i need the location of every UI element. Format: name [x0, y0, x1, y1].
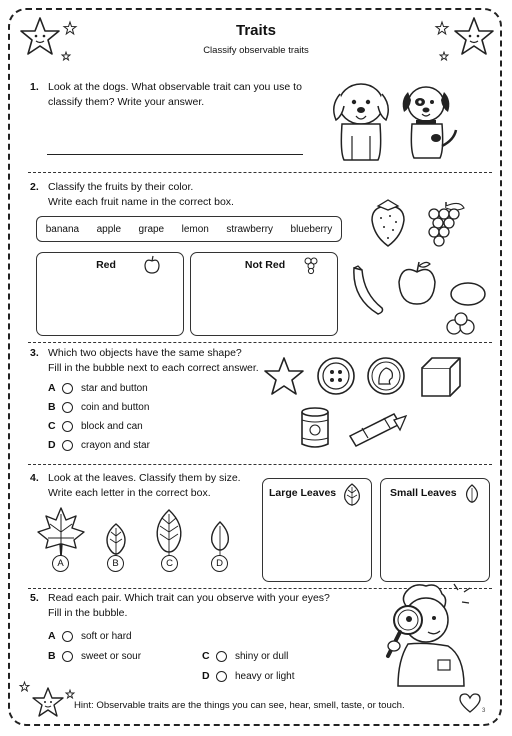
answer-bubble[interactable]	[62, 383, 73, 394]
question-text: Fill in the bubble.	[48, 607, 128, 619]
answer-line[interactable]	[47, 154, 303, 155]
answer-bubble[interactable]	[62, 631, 73, 642]
question-5	[30, 591, 350, 619]
word-bank-item: banana	[45, 223, 80, 235]
option-text: coin and button	[81, 401, 150, 413]
word-bank-item: apple	[96, 223, 122, 235]
option-text: heavy or light	[235, 670, 295, 682]
option-letter: D	[48, 439, 56, 451]
can-icon	[298, 404, 332, 452]
boy-with-magnifying-glass-icon	[368, 580, 478, 688]
section-divider	[28, 464, 492, 465]
box-label: Red	[96, 259, 116, 271]
tiny-star-icon	[66, 690, 74, 698]
question-number: 2.	[30, 181, 39, 193]
option-letter: D	[202, 670, 210, 682]
question-text: Write each letter in the correct box.	[48, 487, 211, 499]
grapes-icon	[422, 200, 468, 252]
option-letter: A	[48, 630, 56, 642]
question-4	[30, 471, 260, 499]
answer-bubble[interactable]	[216, 651, 227, 662]
lemon-icon	[448, 280, 488, 308]
answer-bubble[interactable]	[62, 440, 73, 451]
option-text: block and can	[81, 420, 143, 432]
leaf-b-icon	[104, 522, 128, 558]
option-letter: C	[48, 420, 56, 432]
question-text: Fill in the bubble next to each correct answer.	[48, 362, 259, 374]
spotted-dog-icon	[398, 80, 462, 162]
question-text: Look at the leaves. Classify them by size.	[48, 472, 241, 484]
coin-icon	[366, 356, 406, 396]
large-leaves-box[interactable]	[262, 478, 372, 582]
word-bank-item: blueberry	[290, 223, 333, 235]
page-subtitle: Classify observable traits	[203, 45, 309, 56]
q5-option-b[interactable]	[48, 650, 141, 662]
option-text: shiny or dull	[235, 650, 289, 662]
heart-icon	[458, 692, 482, 714]
leaf-icon	[343, 483, 361, 507]
question-number: 4.	[30, 472, 39, 484]
option-text: star and button	[81, 382, 148, 394]
question-text: classify them? Write your answer.	[48, 96, 205, 108]
leaf-d-icon	[210, 520, 230, 558]
apple-icon	[396, 260, 438, 308]
page-title: Traits	[235, 22, 277, 39]
grape-icon	[303, 255, 319, 275]
box-label: Large Leaves	[269, 487, 337, 499]
strawberry-icon	[366, 196, 410, 248]
banana-icon	[348, 264, 388, 318]
apple-icon	[143, 255, 161, 275]
option-letter: A	[48, 382, 56, 394]
word-bank-item: strawberry	[226, 223, 274, 235]
blueberries-icon	[444, 312, 478, 336]
smiling-star-icon	[30, 686, 66, 718]
button-icon	[316, 356, 356, 396]
leaf-c-icon	[154, 508, 184, 558]
option-text: crayon and star	[81, 439, 150, 451]
section-divider	[28, 342, 492, 343]
leaf-label-c: C	[161, 555, 178, 572]
option-letter: B	[48, 650, 56, 662]
not-red-answer-box[interactable]	[190, 252, 338, 336]
page-number: 3	[482, 708, 486, 714]
small-leaves-box[interactable]	[380, 478, 490, 582]
leaf-label-b: B	[107, 555, 124, 572]
option-letter: C	[202, 650, 210, 662]
crayon-icon	[344, 412, 410, 448]
question-text: Classify the fruits by their color.	[48, 181, 194, 193]
option-letter: B	[48, 401, 56, 413]
question-text: Read each pair. Which trait can you observe with your eyes?	[48, 592, 330, 604]
maple-leaf-icon	[36, 506, 86, 560]
question-text: Look at the dogs. What observable trait can you use to	[48, 81, 302, 93]
question-text: Which two objects have the same shape?	[48, 347, 242, 359]
leaf-icon	[465, 484, 479, 504]
question-number: 3.	[30, 347, 39, 359]
answer-bubble[interactable]	[62, 402, 73, 413]
word-bank-item: grape	[138, 223, 165, 235]
question-2	[30, 180, 330, 208]
q3-option-b[interactable]	[48, 401, 149, 413]
question-number: 1.	[30, 81, 39, 93]
block-icon	[418, 354, 466, 400]
red-answer-box[interactable]	[36, 252, 184, 336]
leaf-label-d: D	[211, 555, 228, 572]
answer-bubble[interactable]	[216, 671, 227, 682]
answer-bubble[interactable]	[62, 421, 73, 432]
option-text: soft or hard	[81, 630, 132, 642]
box-label: Not Red	[244, 259, 286, 271]
question-1	[30, 80, 330, 108]
option-text: sweet or sour	[81, 650, 142, 662]
star-shape-icon	[262, 356, 306, 398]
leaf-label-a: A	[52, 555, 69, 572]
answer-bubble[interactable]	[62, 651, 73, 662]
box-label: Small Leaves	[390, 487, 457, 499]
q3-option-c[interactable]	[48, 420, 143, 432]
word-bank-item: lemon	[181, 223, 209, 235]
question-number: 5.	[30, 592, 39, 604]
q5-option-c[interactable]	[202, 650, 288, 662]
hint-text: Hint: Observable traits are the things you can see, hear, smell, taste, or touch.	[74, 700, 405, 711]
q3-option-a[interactable]	[48, 382, 148, 394]
q3-option-d[interactable]	[48, 439, 150, 451]
word-bank	[36, 216, 342, 242]
question-text: Write each fruit name in the correct box.	[48, 196, 234, 208]
fluffy-dog-icon	[326, 76, 396, 164]
q5-option-d[interactable]	[202, 670, 294, 682]
section-divider	[28, 172, 492, 173]
q5-option-a[interactable]	[48, 630, 132, 642]
tiny-star-icon	[20, 682, 29, 691]
